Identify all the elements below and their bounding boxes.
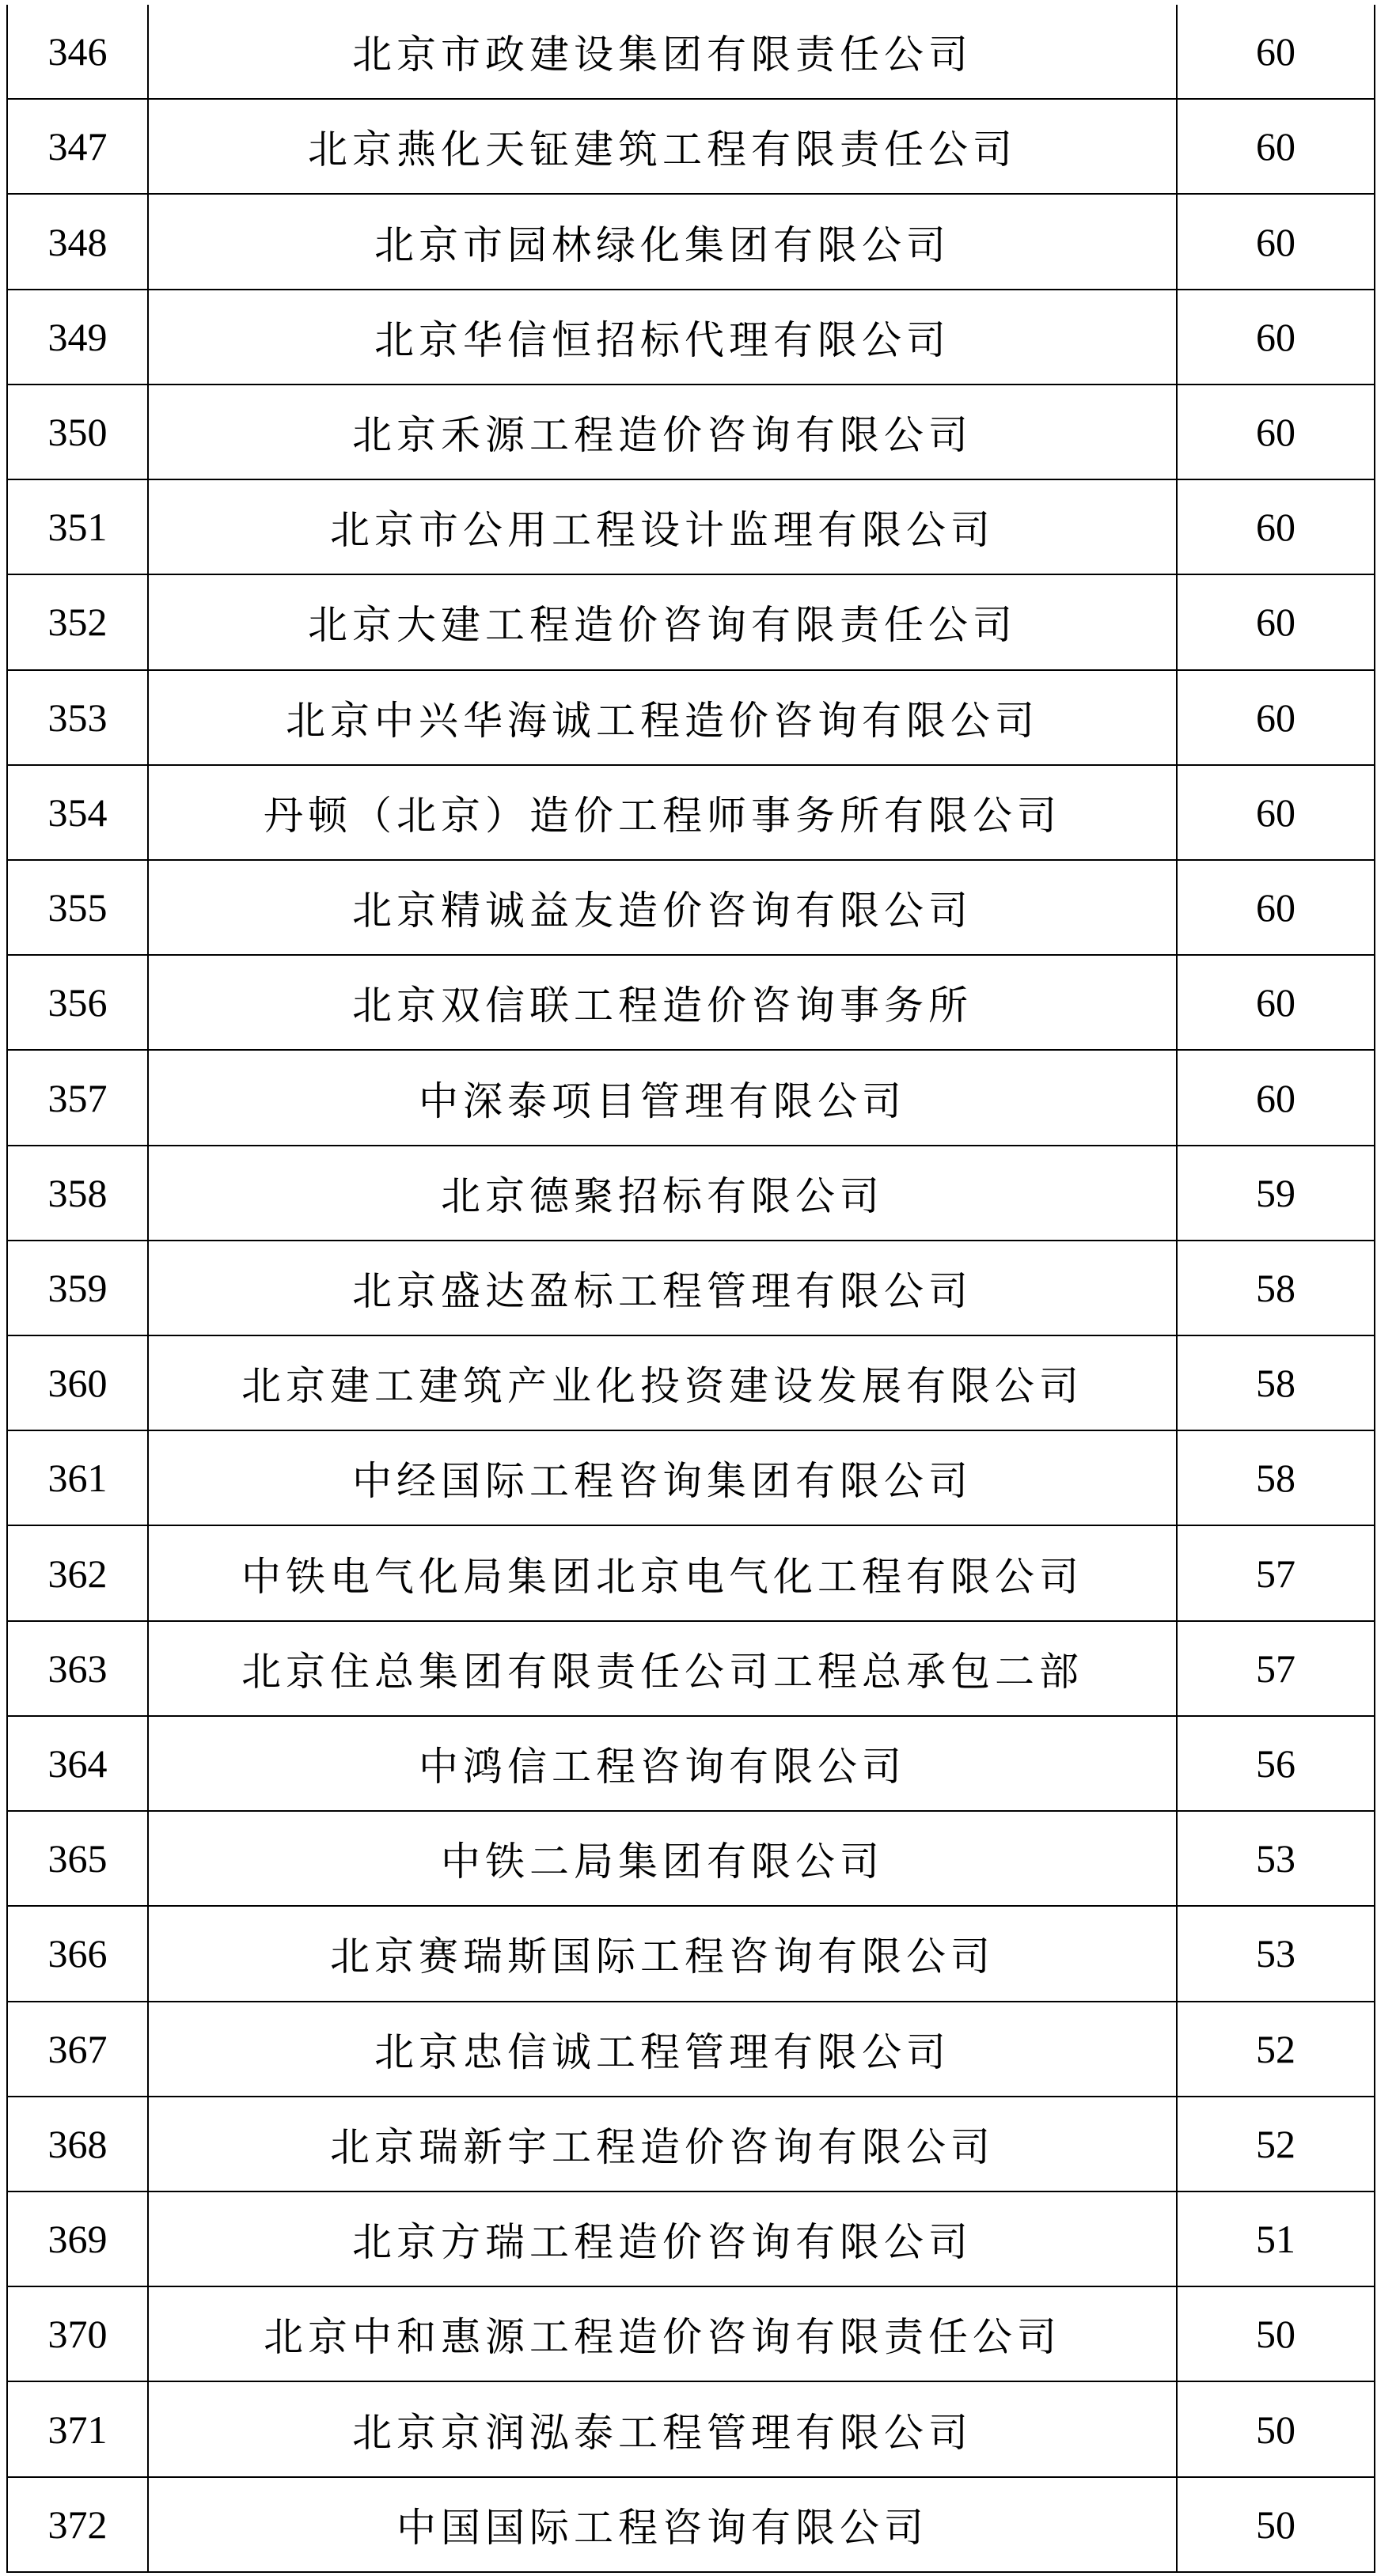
row-index: 354: [7, 765, 148, 860]
score-value: 53: [1177, 1811, 1375, 1906]
table-row: [7, 2097, 1375, 2191]
table-row: [7, 1811, 1375, 1906]
company-name: 中铁电气化局集团北京电气化工程有限公司: [148, 1525, 1177, 1620]
table-row: [7, 2381, 1375, 2476]
table-row: [7, 290, 1375, 385]
score-value: 60: [1177, 99, 1375, 194]
table-row: [7, 99, 1375, 194]
table-row: [7, 1621, 1375, 1716]
company-name: 中铁二局集团有限公司: [148, 1811, 1177, 1906]
company-name: 中鸿信工程咨询有限公司: [148, 1716, 1177, 1811]
company-name: 北京赛瑞斯国际工程咨询有限公司: [148, 1906, 1177, 2001]
score-value: 60: [1177, 479, 1375, 574]
table-row: [7, 1050, 1375, 1145]
row-index: 350: [7, 385, 148, 479]
company-name: 北京瑞新宇工程造价咨询有限公司: [148, 2097, 1177, 2191]
row-index: 359: [7, 1241, 148, 1335]
score-value: 60: [1177, 860, 1375, 955]
score-value: 60: [1177, 955, 1375, 1050]
score-value: 53: [1177, 1906, 1375, 2001]
table-row: [7, 2286, 1375, 2381]
score-value: 60: [1177, 5, 1375, 99]
table-row: [7, 1906, 1375, 2001]
ranking-table-body: [7, 5, 1375, 2572]
company-name: 北京精诚益友造价咨询有限公司: [148, 860, 1177, 955]
table-row: [7, 1241, 1375, 1335]
row-index: 369: [7, 2191, 148, 2286]
table-row: [7, 1716, 1375, 1811]
row-index: 349: [7, 290, 148, 385]
row-index: 358: [7, 1146, 148, 1241]
score-value: 50: [1177, 2381, 1375, 2476]
company-name: 丹顿（北京）造价工程师事务所有限公司: [148, 765, 1177, 860]
row-index: 346: [7, 5, 148, 99]
table-row: [7, 1335, 1375, 1430]
score-value: 57: [1177, 1525, 1375, 1620]
row-index: 371: [7, 2381, 148, 2476]
company-name: 北京大建工程造价咨询有限责任公司: [148, 574, 1177, 669]
score-value: 57: [1177, 1621, 1375, 1716]
score-value: 56: [1177, 1716, 1375, 1811]
score-value: 59: [1177, 1146, 1375, 1241]
score-value: 52: [1177, 2002, 1375, 2097]
row-index: 370: [7, 2286, 148, 2381]
score-value: 51: [1177, 2191, 1375, 2286]
score-value: 58: [1177, 1430, 1375, 1525]
score-value: 58: [1177, 1335, 1375, 1430]
row-index: 351: [7, 479, 148, 574]
score-value: 60: [1177, 194, 1375, 289]
company-name: 北京住总集团有限责任公司工程总承包二部: [148, 1621, 1177, 1716]
row-index: 365: [7, 1811, 148, 1906]
company-name: 北京方瑞工程造价咨询有限公司: [148, 2191, 1177, 2286]
table-row: [7, 1430, 1375, 1525]
company-name: 北京建工建筑产业化投资建设发展有限公司: [148, 1335, 1177, 1430]
score-value: 60: [1177, 290, 1375, 385]
row-index: 360: [7, 1335, 148, 1430]
row-index: 368: [7, 2097, 148, 2191]
table-row: [7, 670, 1375, 765]
company-name: 中经国际工程咨询集团有限公司: [148, 1430, 1177, 1525]
row-index: 355: [7, 860, 148, 955]
company-name: 北京京润泓泰工程管理有限公司: [148, 2381, 1177, 2476]
table-row: [7, 479, 1375, 574]
table-row: [7, 385, 1375, 479]
row-index: 366: [7, 1906, 148, 2001]
table-row: [7, 2002, 1375, 2097]
table-row: [7, 194, 1375, 289]
row-index: 364: [7, 1716, 148, 1811]
company-name: 北京市园林绿化集团有限公司: [148, 194, 1177, 289]
score-value: 52: [1177, 2097, 1375, 2191]
score-value: 50: [1177, 2477, 1375, 2572]
table-row: [7, 860, 1375, 955]
row-index: 372: [7, 2477, 148, 2572]
row-index: 367: [7, 2002, 148, 2097]
company-name: 北京市政建设集团有限责任公司: [148, 5, 1177, 99]
ranking-sheet: [6, 5, 1374, 2573]
score-value: 60: [1177, 1050, 1375, 1145]
company-name: 北京华信恒招标代理有限公司: [148, 290, 1177, 385]
company-name: 中国国际工程咨询有限公司: [148, 2477, 1177, 2572]
row-index: 363: [7, 1621, 148, 1716]
row-index: 361: [7, 1430, 148, 1525]
table-row: [7, 1146, 1375, 1241]
table-row: [7, 574, 1375, 669]
row-index: 362: [7, 1525, 148, 1620]
table-row: [7, 1525, 1375, 1620]
company-name: 北京忠信诚工程管理有限公司: [148, 2002, 1177, 2097]
company-name: 北京禾源工程造价咨询有限公司: [148, 385, 1177, 479]
company-name: 北京双信联工程造价咨询事务所: [148, 955, 1177, 1050]
company-name: 北京中兴华海诚工程造价咨询有限公司: [148, 670, 1177, 765]
score-value: 60: [1177, 670, 1375, 765]
table-row: [7, 2191, 1375, 2286]
row-index: 353: [7, 670, 148, 765]
row-index: 348: [7, 194, 148, 289]
row-index: 356: [7, 955, 148, 1050]
row-index: 347: [7, 99, 148, 194]
score-value: 60: [1177, 765, 1375, 860]
table-row: [7, 765, 1375, 860]
score-value: 50: [1177, 2286, 1375, 2381]
table-row: [7, 2477, 1375, 2572]
ranking-table: [6, 5, 1375, 2573]
table-row: [7, 5, 1375, 99]
score-value: 58: [1177, 1241, 1375, 1335]
row-index: 352: [7, 574, 148, 669]
table-row: [7, 955, 1375, 1050]
company-name: 北京市公用工程设计监理有限公司: [148, 479, 1177, 574]
score-value: 60: [1177, 385, 1375, 479]
score-value: 60: [1177, 574, 1375, 669]
company-name: 中深泰项目管理有限公司: [148, 1050, 1177, 1145]
company-name: 北京燕化天钲建筑工程有限责任公司: [148, 99, 1177, 194]
company-name: 北京盛达盈标工程管理有限公司: [148, 1241, 1177, 1335]
company-name: 北京德聚招标有限公司: [148, 1146, 1177, 1241]
company-name: 北京中和惠源工程造价咨询有限责任公司: [148, 2286, 1177, 2381]
row-index: 357: [7, 1050, 148, 1145]
